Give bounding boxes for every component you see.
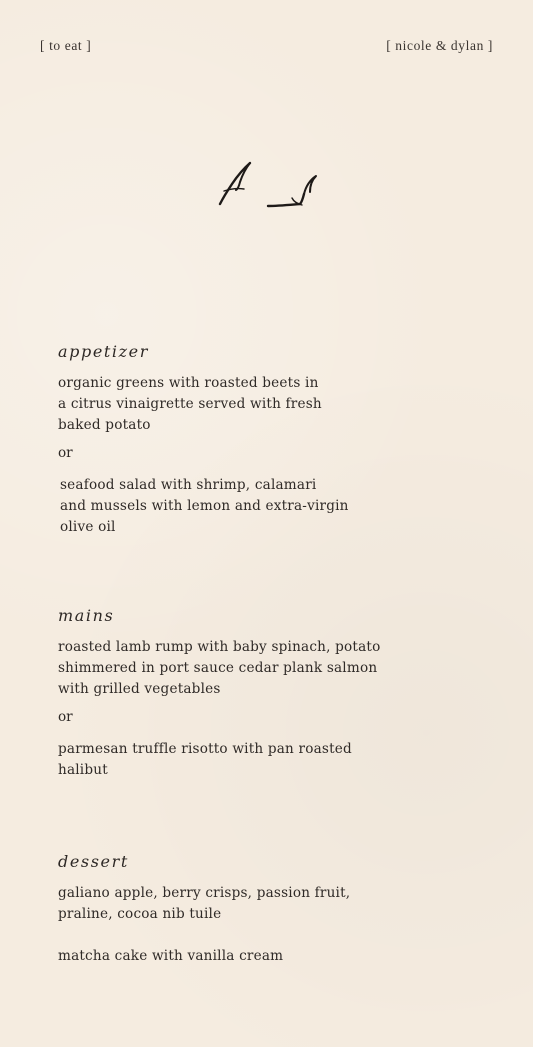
header-right-label: [ nicole & dylan ] [386, 38, 493, 53]
separator-or: or [58, 709, 73, 725]
header-left-label: [ to eat ] [40, 38, 92, 53]
dessert-section [58, 852, 478, 967]
menu-item: roasted lamb rump with baby spinach, potato shimmered in port sauce cedar plank salmon with grilled vegetables [58, 639, 381, 697]
appetizer-section [58, 342, 478, 538]
menu-item: matcha cake with vanilla cream [58, 948, 284, 964]
section-title: appetizer [58, 342, 149, 361]
separator-or: or [58, 445, 73, 461]
mains-section [58, 606, 478, 781]
menu-item: galiano apple, berry crisps, passion fruit, praline, cocoa nib tuile [58, 885, 351, 922]
menu-item: parmesan truffle risotto with pan roasted halibut [58, 741, 352, 778]
menu-item: seafood salad with shrimp, calamari and mussels with lemon and extra-virgin olive oil [60, 477, 349, 535]
menu-item: organic greens with roasted beets in a citrus vinaigrette served with fresh baked potato [58, 375, 322, 433]
section-title: dessert [58, 852, 129, 871]
monogram-icon [212, 158, 322, 214]
section-title: mains [58, 606, 115, 625]
